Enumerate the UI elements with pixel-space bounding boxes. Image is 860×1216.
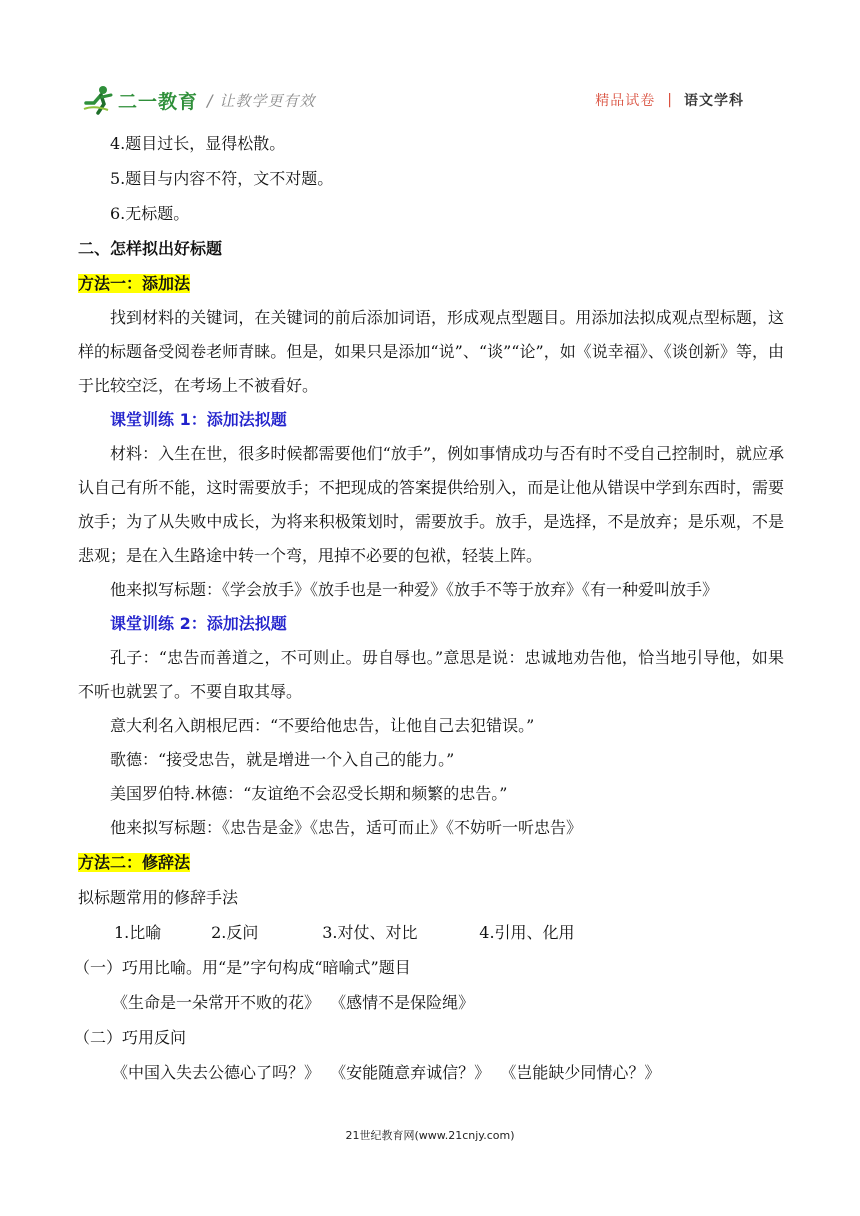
training1-material: 材料：入生在世，很多时候都需要他们“放手”，例如事情成功与否有时不受自己控制时，就应承认自己有所不能，这时需要放手；不把现成的答案提供给别入，而是让他从错误中学到东西时，需要放手；为了从失败中成长，为将来积极策划时，需要放手。放手，是选择，不是放弃；是乐观，不是悲观；是在入生路途中转一个弯，甩掉不必要的包袱，轻装上阵。 — [78, 444, 784, 565]
method1-title: 方法一：添加法 — [78, 274, 191, 293]
page-footer: 21世纪教育网(www.21cnjy.com) — [345, 1129, 515, 1142]
method2-heading — [78, 845, 784, 880]
method1-heading — [78, 266, 784, 301]
method2-intro: 拟标题常用的修辞手法 — [78, 888, 239, 907]
header-tag-subject: 语文学科 — [684, 93, 744, 109]
page-header — [80, 82, 780, 122]
technique-list — [78, 915, 784, 950]
logo — [82, 82, 315, 118]
section-heading: 二、怎样拟出好标题 — [78, 239, 223, 258]
header-separator: | — [667, 92, 672, 108]
technique-4: 4.引用、化用 — [479, 923, 575, 942]
training2-lind-quote: 美国罗伯特.林德：“友谊绝不会忍受长期和频繁的忠告。” — [110, 784, 508, 803]
subsection2-title: （二）巧用反问 — [74, 1028, 187, 1047]
training1-answer: 他来拟写标题：《学会放手》《放手也是一种爱》《放手不等于放弃》《有一种爱叫放手》 — [110, 580, 719, 599]
method1-description: 找到材料的关键词，在关键词的前后添加词语，形成观点型题目。用添加法拟成观点型标题，这样的标题备受阅卷老师青睐。但是，如果只是添加“说”、“谈”“论”，如《说幸福》、《谈创新》等，由于比较空泛，在考场上不被看好。 — [78, 308, 784, 395]
list-item-5: 5.题目与内容不符，文不对题。 — [110, 169, 334, 188]
header-tag-quality: 精品试卷 — [595, 93, 656, 109]
logo-separator: / — [207, 90, 213, 110]
method2-title: 方法二：修辞法 — [78, 853, 191, 872]
logo-slogan: 让教学更有效 — [219, 91, 316, 110]
subsection1-examples: 《生命是一朵常开不败的花》 《感情不是保险绳》 — [112, 993, 475, 1012]
subsection1-title: （一）巧用比喻。用“是”字句构成“暗喻式”题目 — [74, 958, 411, 977]
technique-1: 1.比喻 — [114, 923, 162, 942]
subsection2-examples: 《中国入失去公德心了吗？》 《安能随意弃诚信？》 《岂能缺少同情心？》 — [112, 1063, 661, 1082]
training2-confucius: 孔子：“忠告而善道之，不可则止。毋自辱也。”意思是说：忠诚地劝告他，恰当地引导他，如果不听也就罢了。不要自取其辱。 — [78, 648, 784, 701]
list-item-6: 6.无标题。 — [110, 204, 190, 223]
logo-name: 二一教育 — [118, 90, 199, 113]
header-subject — [595, 90, 744, 110]
training2-title: 课堂训练 2：添加法拟题 — [110, 614, 287, 633]
list-item-4: 4.题目过长，显得松散。 — [110, 134, 286, 153]
training2-goethe-quote: 歌德：“接受忠告，就是增进一个入自己的能力。” — [110, 750, 455, 769]
document-body — [74, 126, 784, 1090]
training2-italy-quote: 意大利名入朗根尼西：“不要给他忠告，让他自己去犯错误。” — [110, 716, 535, 735]
technique-3: 3.对仗、对比 — [322, 923, 418, 942]
running-figure-icon — [82, 85, 116, 115]
training2-answer: 他来拟写标题：《忠告是金》《忠告，适可而止》《不妨听一听忠告》 — [110, 818, 583, 837]
training1-title: 课堂训练 1：添加法拟题 — [110, 410, 287, 429]
technique-2: 2.反问 — [211, 923, 259, 942]
